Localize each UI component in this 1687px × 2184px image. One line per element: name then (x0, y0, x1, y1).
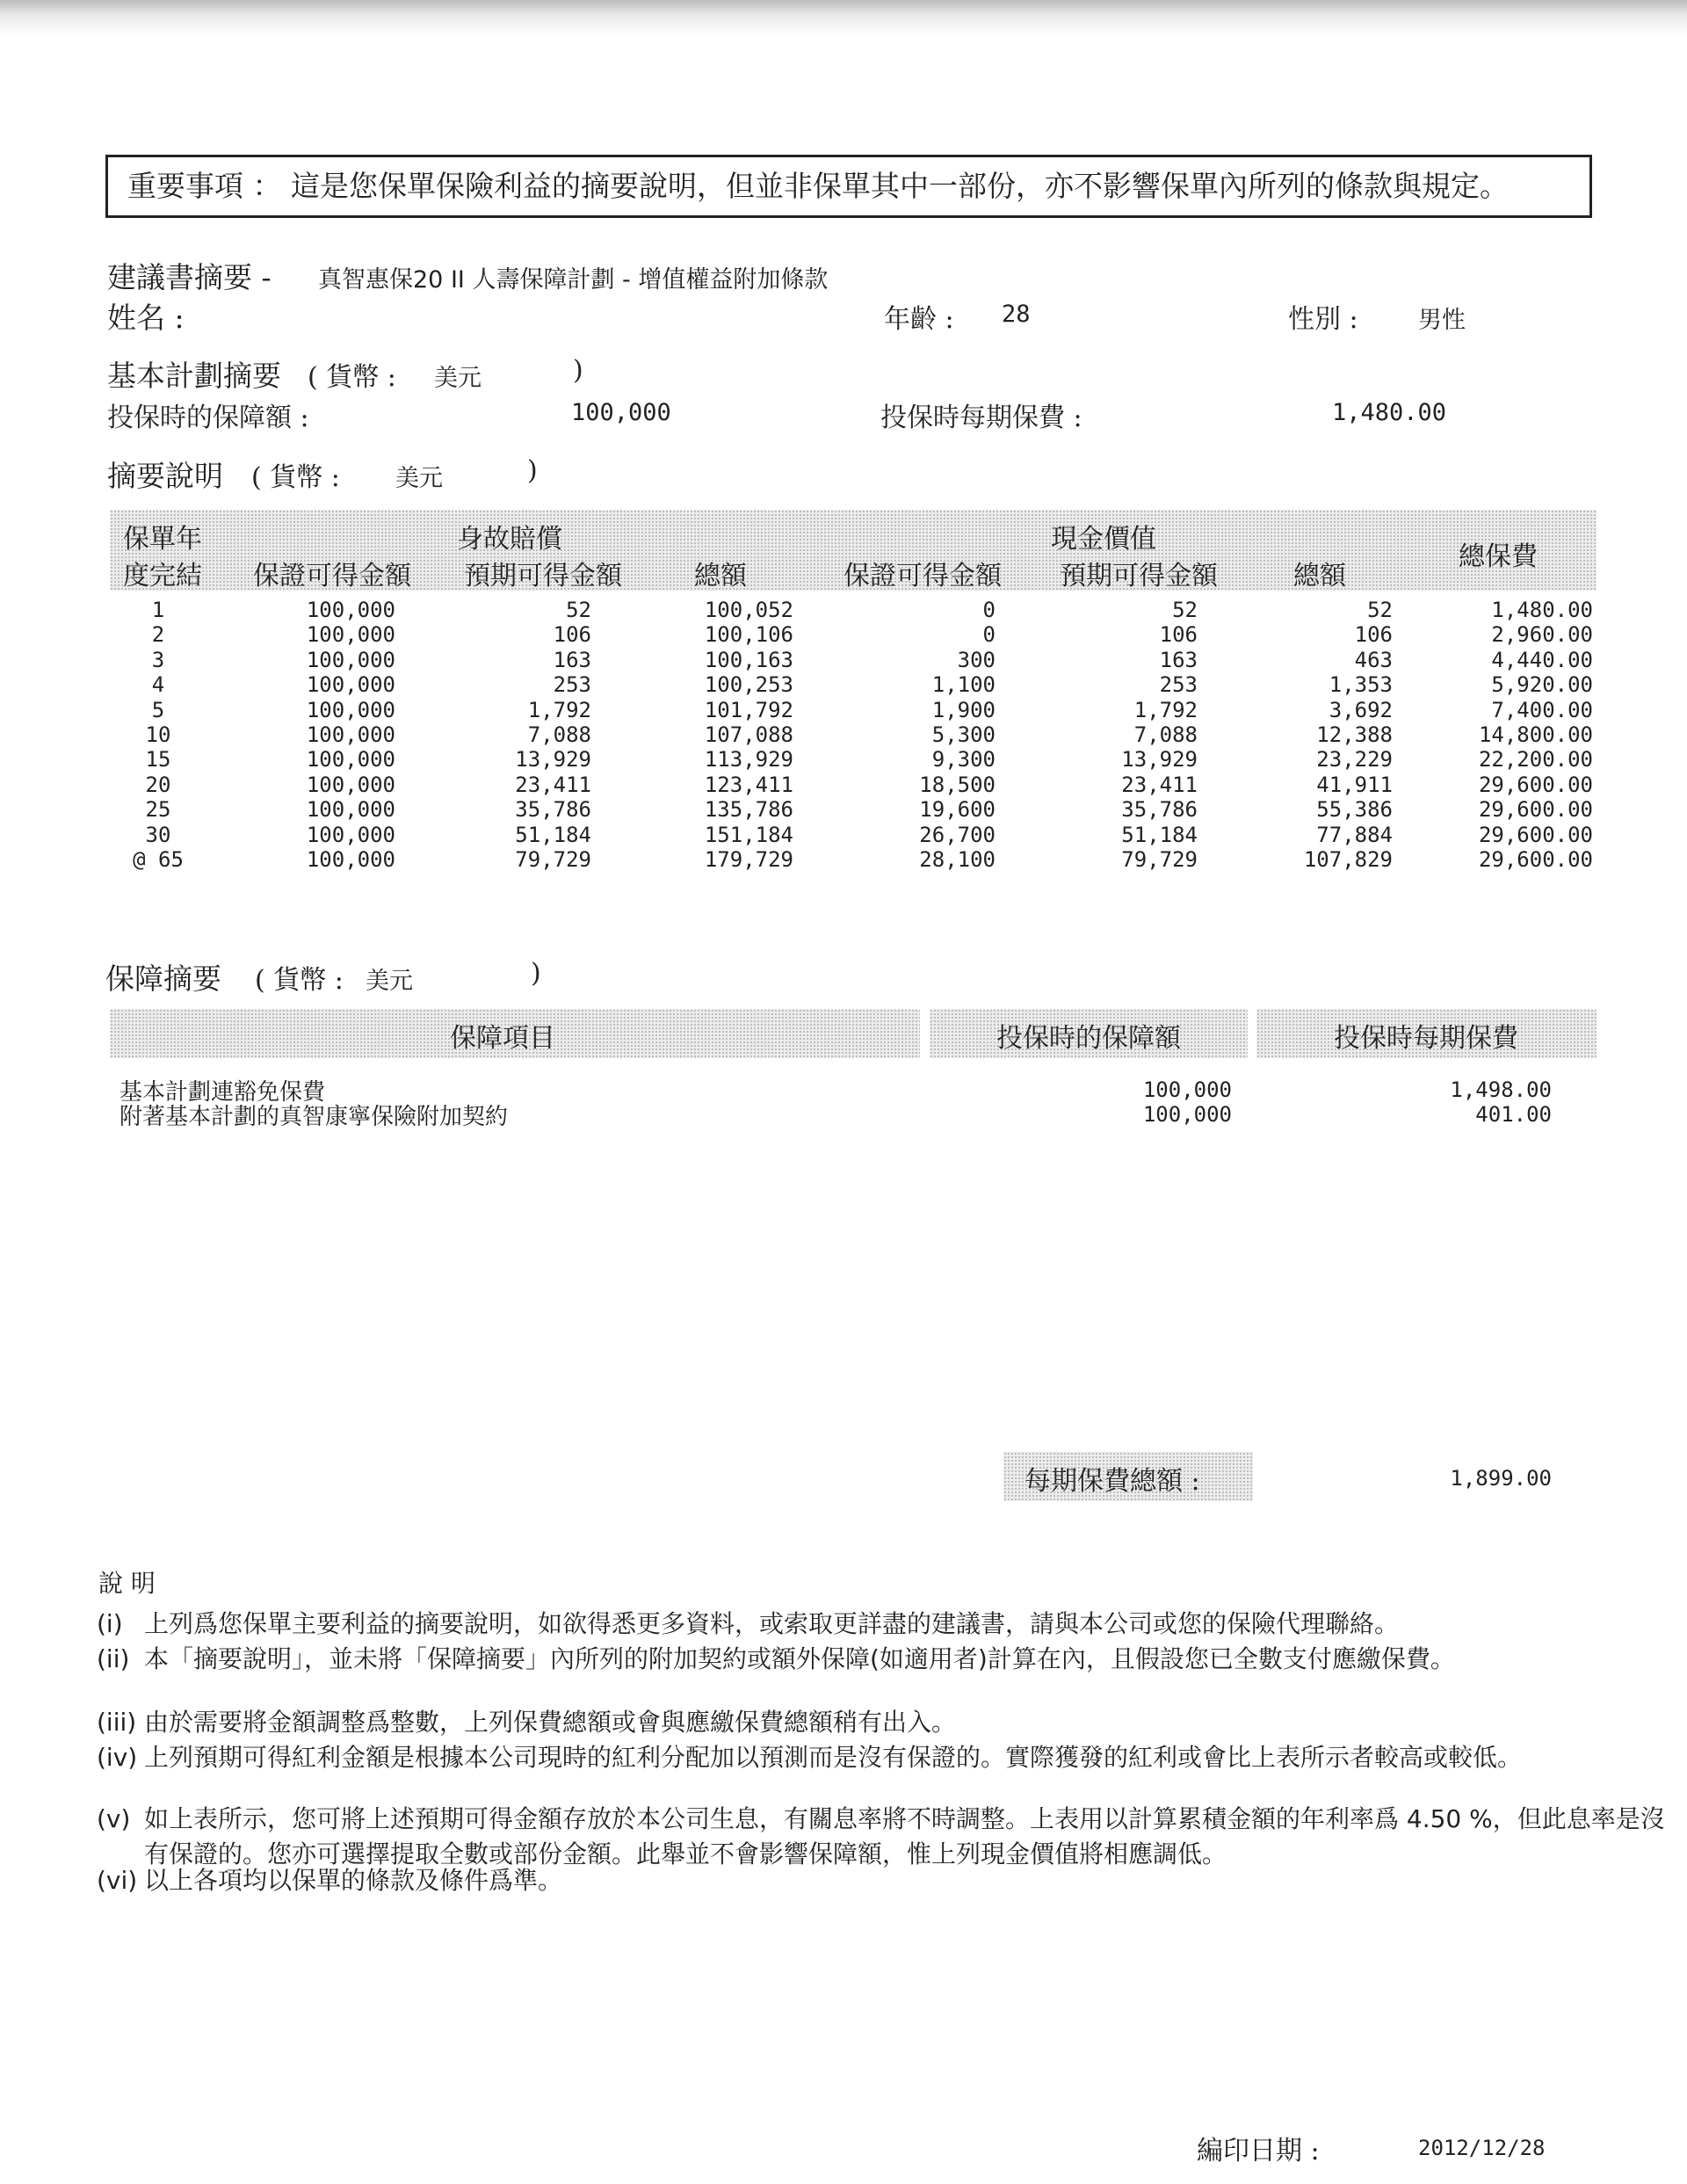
table-cell-total-premium: 29,600.00 (1478, 846, 1593, 872)
col-cash-value: 現金價值 (1051, 524, 1156, 555)
coverage-header-premium: 投保時每期保費 (1334, 1023, 1518, 1054)
note-item (97, 1863, 1590, 1898)
table-cell-cash-guaranteed: 0 (982, 622, 996, 648)
coverage-item-premium: 401.00 (1475, 1102, 1552, 1127)
col-death-guaranteed: 保證可得金額 (253, 561, 411, 591)
basic-currency-close: ) (573, 355, 583, 386)
table-cell-death-guaranteed: 100,000 (306, 722, 395, 747)
table-cell-death-expected: 7,088 (527, 722, 591, 747)
table-cell-death-total: 101,792 (704, 697, 793, 722)
col-death-benefit: 身故賠償 (457, 524, 562, 555)
table-cell-death-guaranteed: 100,000 (306, 797, 395, 823)
table-cell-death-guaranteed: 100,000 (306, 772, 395, 797)
table-cell-death-expected: 35,786 (515, 797, 591, 823)
age-label: 年齡 : (884, 304, 954, 335)
table-cell-death-total: 100,106 (704, 622, 793, 648)
table-cell-total-premium: 14,800.00 (1478, 722, 1593, 747)
note-item (97, 1802, 1665, 1872)
col-year-line1: 保單年 (123, 524, 202, 555)
table-cell-death-total: 113,929 (704, 747, 793, 773)
basic-plan-title: 基本計劃摘要 (107, 359, 281, 393)
table-cell-cash-total: 1,353 (1329, 672, 1393, 698)
col-values-year (110, 598, 206, 872)
table-cell-cash-total: 55,386 (1316, 797, 1393, 823)
basic-premium-value: 1,480.00 (1332, 399, 1447, 426)
total-premium-label: 每期保費總額 : (1025, 1466, 1200, 1497)
table-cell-year: 1 (151, 598, 165, 622)
coverage-item-sum: 100,000 (1142, 1102, 1232, 1127)
table-cell-year: 3 (151, 647, 165, 672)
table-cell-cash-total: 52 (1367, 598, 1393, 622)
col-year-line2: 度完結 (123, 561, 202, 591)
coverage-header-item: 保障項目 (450, 1023, 555, 1054)
table-cell-death-guaranteed: 100,000 (306, 747, 395, 773)
table-cell-death-total: 151,184 (704, 822, 793, 847)
table-cell-death-guaranteed: 100,000 (306, 672, 395, 698)
summary-currency-close: ) (527, 455, 538, 486)
col-values-cash-total (1221, 598, 1393, 872)
table-cell-death-expected: 51,184 (515, 822, 591, 847)
table-cell-death-total: 123,411 (704, 772, 793, 797)
table-cell-death-total: 179,729 (704, 846, 793, 872)
table-cell-death-total: 135,786 (704, 797, 793, 823)
note-text: 上列預期可得紅利金額是根據本公司現時的紅利分配加以預測而是沒有保證的。實際獲發的紅利或會比上表所示者較高或較低。 (144, 1743, 1523, 1772)
table-cell-cash-guaranteed: 0 (982, 598, 996, 622)
plan-name: 真智惠保20 II 人壽保障計劃 - 增值權益附加條款 (318, 266, 829, 294)
col-total-premium: 總保費 (1459, 541, 1538, 572)
table-cell-year: 2 (151, 622, 165, 648)
table-cell-death-guaranteed: 100,000 (306, 622, 395, 648)
note-item (97, 1740, 1590, 1810)
print-date-label: 編印日期 : (1197, 2136, 1320, 2166)
table-cell-total-premium: 2,960.00 (1491, 622, 1593, 648)
note-text: 由於需要將金額調整爲整數，上列保費總額或會與應繳保費總額稍有出入。 (144, 1708, 957, 1737)
table-cell-death-guaranteed: 100,000 (306, 846, 395, 872)
table-cell-cash-expected: 7,088 (1133, 722, 1198, 747)
col-death-expected: 預期可得金額 (464, 561, 622, 591)
table-cell-total-premium: 22,200.00 (1478, 747, 1593, 773)
table-cell-total-premium: 29,600.00 (1478, 822, 1593, 847)
table-cell-cash-expected: 106 (1159, 622, 1198, 648)
basic-sum-value: 100,000 (571, 399, 671, 426)
table-cell-death-expected: 13,929 (515, 747, 591, 773)
table-cell-death-expected: 23,411 (515, 772, 591, 797)
table-cell-cash-total: 12,388 (1316, 722, 1393, 747)
note-item (97, 1607, 1590, 1642)
table-cell-death-expected: 163 (553, 647, 591, 672)
table-cell-death-total: 100,052 (704, 598, 793, 622)
coverage-item-name: 基本計劃連豁免保費 (119, 1079, 326, 1106)
table-cell-death-expected: 253 (553, 672, 591, 698)
table-cell-year: 20 (145, 772, 171, 797)
col-cash-total: 總額 (1293, 561, 1346, 591)
table-cell-cash-expected: 13,929 (1121, 747, 1198, 773)
col-values-death-total (615, 598, 793, 872)
note-number: (iii) (97, 1708, 137, 1737)
table-cell-death-total: 100,253 (704, 672, 793, 698)
note-text: 本「摘要說明」，並未將「保障摘要」內所列的附加契約或額外保障(如適用者)計算在內，且假設您已全數支付應繳保費。 (144, 1644, 1455, 1673)
table-cell-cash-guaranteed: 1,100 (931, 672, 996, 698)
summary-currency-label: ( 貨幣 : (251, 462, 340, 493)
note-text: 以上各項均以保單的條款及條件爲準。 (144, 1866, 563, 1895)
proposal-label: 建議書摘要 - (107, 260, 272, 294)
table-cell-cash-guaranteed: 1,900 (931, 697, 996, 722)
col-values-death-guaranteed (220, 598, 395, 872)
table-cell-cash-total: 3,692 (1329, 697, 1393, 722)
table-cell-year: 4 (151, 672, 165, 698)
table-cell-total-premium: 29,600.00 (1478, 797, 1593, 823)
table-cell-cash-guaranteed: 300 (957, 647, 996, 672)
coverage-item-sum: 100,000 (1142, 1077, 1232, 1102)
table-cell-total-premium: 4,440.00 (1491, 647, 1593, 672)
scan-shadow (0, 0, 1687, 35)
table-cell-death-guaranteed: 100,000 (306, 647, 395, 672)
table-cell-death-expected: 52 (566, 598, 591, 622)
table-cell-year: @ 65 (133, 846, 184, 872)
table-cell-year: 30 (145, 822, 171, 847)
notes-title: 說 明 (98, 1569, 156, 1598)
table-cell-cash-expected: 1,792 (1133, 697, 1198, 722)
table-cell-cash-total: 107,829 (1303, 846, 1393, 872)
col-death-total: 總額 (694, 561, 747, 591)
basic-currency: 美元 (434, 365, 481, 392)
basic-sum-label: 投保時的保障額 : (107, 403, 309, 433)
table-cell-death-guaranteed: 100,000 (306, 822, 395, 847)
table-cell-death-total: 107,088 (704, 722, 793, 747)
name-label: 姓名 : (107, 301, 185, 335)
col-values-death-expected (413, 598, 591, 872)
table-cell-cash-total: 106 (1354, 622, 1393, 648)
table-cell-death-total: 100,163 (704, 647, 793, 672)
col-values-cash-guaranteed (817, 598, 996, 872)
coverage-currency-label: ( 貨幣 : (255, 965, 344, 996)
summary-currency: 美元 (395, 465, 443, 492)
table-cell-cash-total: 41,911 (1316, 772, 1393, 797)
table-cell-cash-guaranteed: 26,700 (919, 822, 996, 847)
table-cell-cash-guaranteed: 5,300 (931, 722, 996, 747)
table-cell-death-expected: 79,729 (515, 846, 591, 872)
table-cell-cash-guaranteed: 9,300 (931, 747, 996, 773)
coverage-item-premium: 1,498.00 (1450, 1077, 1552, 1102)
table-cell-year: 15 (145, 747, 171, 773)
table-cell-cash-expected: 35,786 (1121, 797, 1198, 823)
table-cell-total-premium: 29,600.00 (1478, 772, 1593, 797)
note-number: (iv) (97, 1743, 138, 1772)
table-cell-year: 25 (145, 797, 171, 823)
table-cell-total-premium: 1,480.00 (1491, 598, 1593, 622)
table-cell-cash-total: 463 (1354, 647, 1393, 672)
table-cell-death-guaranteed: 100,000 (306, 598, 395, 622)
total-premium-value: 1,899.00 (1450, 1466, 1552, 1491)
col-cash-expected: 預期可得金額 (1060, 561, 1218, 591)
important-notice: 重要事項 ： 這是您保單保險利益的摘要說明，但並非保單其中一部份，亦不影響保單內所列的條款與規定。 (105, 155, 1592, 218)
table-cell-death-expected: 106 (553, 622, 591, 648)
basic-premium-label: 投保時每期保費 : (880, 403, 1082, 433)
table-cell-cash-expected: 253 (1159, 672, 1198, 698)
table-cell-cash-expected: 51,184 (1121, 822, 1198, 847)
table-cell-cash-guaranteed: 18,500 (919, 772, 996, 797)
col-cash-guaranteed: 保證可得金額 (844, 561, 1002, 591)
table-cell-cash-expected: 163 (1159, 647, 1198, 672)
note-item (97, 1642, 1590, 1712)
table-cell-cash-guaranteed: 28,100 (919, 846, 996, 872)
coverage-header-sum: 投保時的保障額 (996, 1023, 1181, 1054)
coverage-currency: 美元 (366, 968, 413, 995)
note-number: (ii) (97, 1644, 130, 1673)
note-text: 上列爲您保單主要利益的摘要說明，如欲得悉更多資料，或索取更詳盡的建議書，請與本公司或您的保險代理聯絡。 (144, 1609, 1400, 1638)
note-number: (v) (97, 1804, 131, 1833)
note-number: (vi) (97, 1866, 138, 1895)
table-cell-year: 10 (145, 722, 171, 747)
table-cell-total-premium: 7,400.00 (1491, 697, 1593, 722)
table-cell-cash-total: 23,229 (1316, 747, 1393, 773)
note-item (97, 1705, 1590, 1740)
table-cell-death-guaranteed: 100,000 (306, 697, 395, 722)
sex-label: 性別 : (1288, 304, 1358, 335)
coverage-title: 保障摘要 (105, 961, 221, 996)
col-values-total-premium (1406, 598, 1593, 872)
age-value: 28 (1002, 301, 1031, 328)
table-cell-cash-expected: 23,411 (1121, 772, 1198, 797)
table-cell-cash-expected: 79,729 (1121, 846, 1198, 872)
coverage-currency-close: ) (531, 958, 541, 989)
sex-value: 男性 (1418, 307, 1466, 334)
coverage-item-name: 附著基本計劃的真智康寧保險附加契約 (119, 1104, 509, 1130)
col-values-cash-expected (1019, 598, 1198, 872)
table-cell-cash-expected: 52 (1172, 598, 1198, 622)
table-cell-year: 5 (151, 697, 165, 722)
summary-title: 摘要說明 (107, 459, 223, 493)
table-cell-total-premium: 5,920.00 (1491, 672, 1593, 698)
table-cell-death-expected: 1,792 (527, 697, 591, 722)
basic-currency-label: ( 貨幣 : (308, 362, 396, 393)
note-text: 如上表所示，您可將上述預期可得金額存放於本公司生息，有關息率將不時調整。上表用以計算累積金額的年利率爲 4.50 %，但此息率是沒有保證的。您亦可選擇提取全數或部份金額。此舉並不會影響保障額，惟上列現金價值將相應調低。 (144, 1804, 1665, 1868)
table-cell-cash-total: 77,884 (1316, 822, 1393, 847)
table-cell-cash-guaranteed: 19,600 (919, 797, 996, 823)
note-number: (i) (97, 1609, 123, 1638)
print-date-value: 2012/12/28 (1418, 2136, 1546, 2160)
